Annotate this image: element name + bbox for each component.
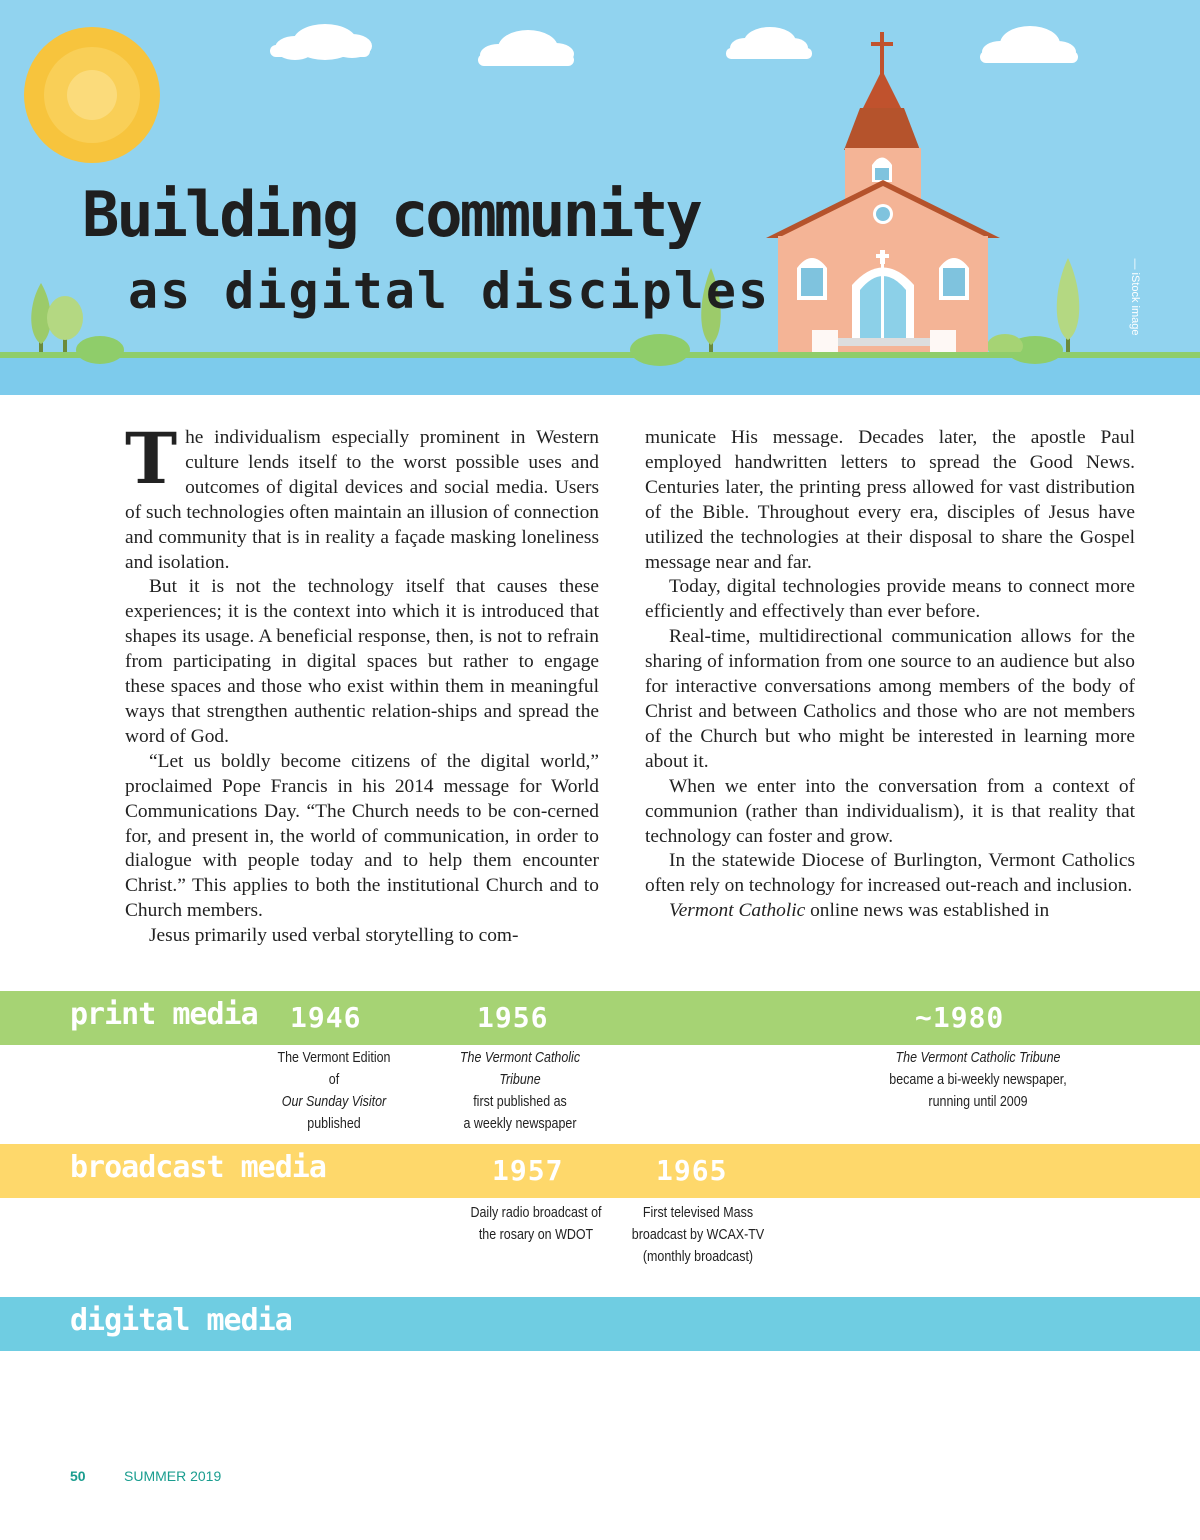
year-label: ~1980 bbox=[915, 1001, 1005, 1034]
paragraph-text: online news was established in bbox=[805, 900, 1050, 922]
year-label: 1946 bbox=[290, 1001, 362, 1034]
issue-label: SUMMER 2019 bbox=[124, 1468, 222, 1484]
year-label: 1956 bbox=[477, 1001, 549, 1034]
publication-name: Vermont Catholic bbox=[669, 900, 806, 922]
band-label: broadcast media bbox=[70, 1150, 326, 1185]
digital-media-band bbox=[0, 1297, 1200, 1351]
timeline-event: The Vermont Edition of Our Sunday Visitor published bbox=[277, 1050, 391, 1132]
print-media-band bbox=[0, 991, 1200, 1045]
timeline-event: First televised Mass broadcast by WCAX-TV (monthly broadcast) bbox=[631, 1205, 765, 1265]
paragraph: Jesus primarily used verbal storytelling to com- bbox=[149, 925, 519, 947]
year-label: 1965 bbox=[656, 1154, 728, 1187]
paragraph: Today, digital technologies provide means to connect more efficiently and effectively than ever before. bbox=[645, 576, 1135, 623]
page-number: 50 bbox=[70, 1468, 86, 1484]
paragraph: In the statewide Diocese of Burlington, Vermont Catholics often rely on technology for increased out-reach and inclusion. bbox=[645, 850, 1135, 897]
sun-icon bbox=[24, 27, 160, 163]
paragraph: municate His message. Decades later, the apostle Paul employed handwritten letters to spread the Good News. Centuries later, the printing press allowed for vast distribution of the Bible. Throughout every era, disciples of Jesus have utilized the technologies at their disposal to share the Gospel message near and far. bbox=[645, 427, 1135, 573]
paragraph-text: he individualism especially prominent in Western culture lends itself to the worst possible uses and outcomes of digital devices and social media. Users of such technologies often maintain an illusion of connection and community that is in reality a façade masking loneliness and isolation. bbox=[125, 427, 599, 573]
paragraph: But it is not the technology itself that causes these experiences; it is the context into which it is introduced that shapes its usage. A beneficial response, then, is not to refrain from participating in digital spaces but rather to engage these spaces and those who exist within them in meaningful ways that strengthen authentic relation-ships and spread the word of God. bbox=[125, 576, 599, 747]
image-credit: — iStock image bbox=[1129, 258, 1141, 336]
band-label: print media bbox=[70, 997, 258, 1032]
timeline-event: The Vermont Catholic Tribune first published as a weekly newspaper bbox=[459, 1050, 581, 1132]
paragraph: When we enter into the conversation from a context of communion (rather than individualism), it is that reality that technology can foster and grow. bbox=[645, 775, 1135, 847]
page-subtitle: as digital disciples bbox=[128, 262, 771, 320]
paragraph: “Let us boldly become citizens of the digital world,” proclaimed Pope Francis in his 2014 message for World Communications Day. “The Church needs to be con-cerned for, and present in, the world of communication, in order to dialogue with people today and to help them encounter Christ.” This applies to both the institutional Church and to Church members. bbox=[125, 750, 599, 922]
timeline-event: The Vermont Catholic Tribune became a bi-weekly newspaper, running until 2009 bbox=[889, 1050, 1067, 1110]
ground-strip bbox=[0, 358, 1200, 395]
grass-line bbox=[0, 352, 1200, 358]
broadcast-media-band bbox=[0, 1144, 1200, 1198]
drop-cap: T bbox=[125, 417, 178, 500]
paragraph bbox=[125, 417, 599, 575]
paragraph bbox=[645, 899, 1135, 924]
year-label: 1957 bbox=[492, 1154, 564, 1187]
timeline-event: Daily radio broadcast of the rosary on WDOT bbox=[470, 1205, 602, 1243]
page-title: Building community bbox=[82, 178, 700, 251]
band-label: digital media bbox=[70, 1303, 292, 1338]
paragraph: Real-time, multidirectional communication allows for the sharing of information from one source to an audience but also for interactive conversations among members of the body of Christ and between Catholics and those who are not members of the Church but who might be interested in learning more about it. bbox=[645, 626, 1135, 772]
article-column-2 bbox=[645, 426, 1135, 924]
article-column-1 bbox=[125, 417, 599, 949]
